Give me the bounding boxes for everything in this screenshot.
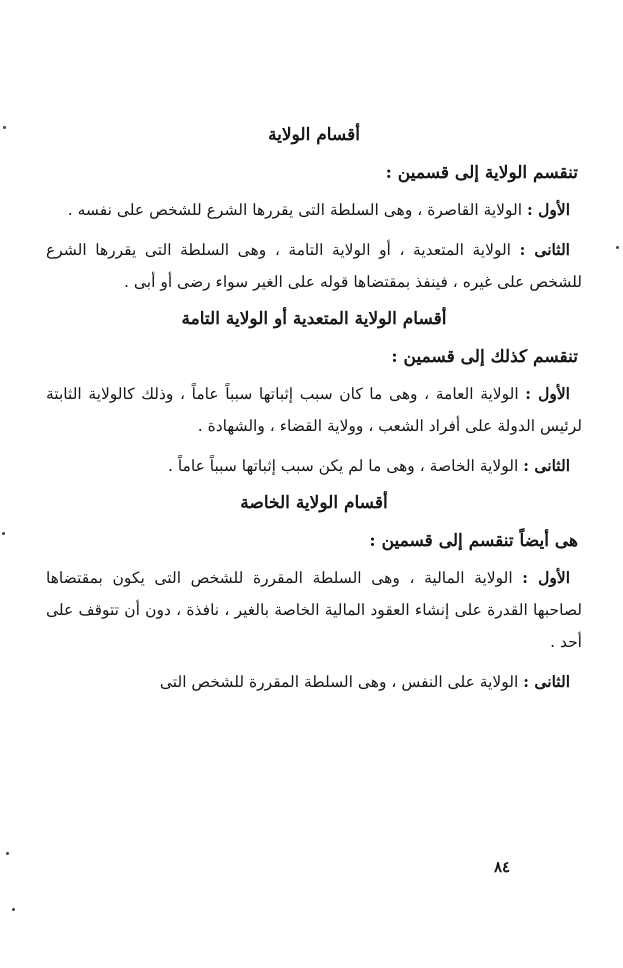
paragraph-second	[46, 234, 582, 298]
paragraph-first	[46, 378, 582, 442]
section-heading: أقسام الولاية	[268, 125, 360, 145]
scan-speck	[12, 908, 15, 911]
section-private-guardianship	[46, 490, 582, 698]
paragraph-second	[46, 450, 582, 482]
section-guardianship-types	[46, 122, 582, 298]
paragraph-first	[46, 194, 582, 226]
paragraph-text: الولاية المتعدية ، أو الولاية التامة ، وهى السلطة التى يقررها الشرع للشخص على غيره ، فينفذ بمقتضاها قوله على الغير سواء رضى أو أبى .	[46, 241, 582, 291]
scan-speck	[2, 532, 5, 535]
scan-speck	[6, 852, 9, 855]
page-number: ٨٤	[494, 858, 511, 876]
page-content	[46, 122, 582, 706]
paragraph-lead: الأول :	[526, 200, 570, 219]
paragraph-lead: الثانى :	[523, 672, 570, 691]
paragraph-lead: الأول :	[525, 384, 570, 403]
paragraph-lead: الأول :	[522, 568, 570, 587]
section-intro: هى أيضاً تنقسم إلى قسمين :	[369, 531, 578, 551]
paragraph-first	[46, 562, 582, 658]
section-intro: تنقسم الولاية إلى قسمين :	[385, 163, 578, 183]
paragraph-text: الولاية الخاصة ، وهى ما لم يكن سبب إثباتها سبباً عاماً .	[167, 457, 524, 475]
paragraph-text: الولاية العامة ، وهى ما كان سبب إثباتها سبباً عاماً ، وذلك كالولاية الثابتة لرئيس الدولة على أفراد الشعب ، وولاية القضاء ، والشهادة .	[46, 385, 582, 435]
scan-speck	[616, 246, 619, 249]
section-heading: أقسام الولاية المتعدية أو الولاية التامة	[181, 309, 447, 329]
paragraph-text: الولاية المالية ، وهى السلطة المقررة للشخص التى يكون بمقتضاها لصاحبها القدرة على إنشاء العقود المالية الخاصة بالغير ، نافذة ، دون أن تتوقف على أحد .	[46, 569, 582, 651]
section-heading: أقسام الولاية الخاصة	[240, 493, 388, 513]
paragraph-text: الولاية على النفس ، وهى السلطة المقررة للشخص التى	[159, 673, 524, 691]
paragraph-lead: الثانى :	[523, 456, 570, 475]
scan-speck	[3, 126, 6, 129]
section-transitive-guardianship	[46, 306, 582, 482]
section-intro: تنقسم كذلك إلى قسمين :	[391, 347, 578, 367]
paragraph-second	[46, 666, 582, 698]
paragraph-text: الولاية القاصرة ، وهى السلطة التى يقررها الشرع للشخص على نفسه .	[67, 201, 527, 219]
paragraph-lead: الثانى :	[519, 240, 570, 259]
